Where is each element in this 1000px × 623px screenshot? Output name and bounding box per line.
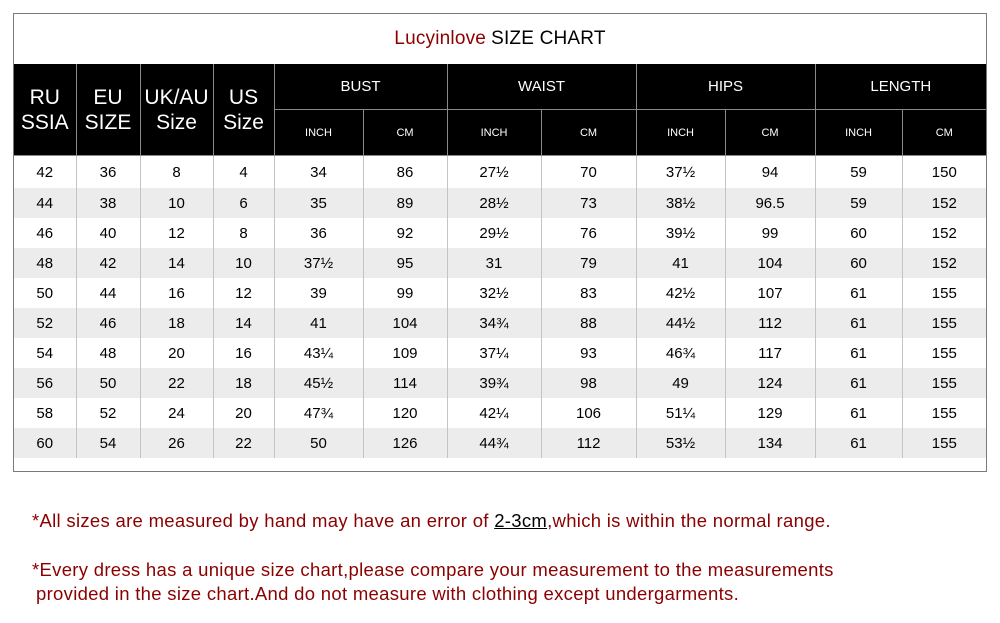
table-row (14, 188, 986, 218)
table-cell: 4 (213, 156, 274, 189)
header-russia: RU SSIA (14, 64, 76, 156)
table-cell: 152 (931, 224, 957, 242)
table-cell: 107 (725, 278, 815, 308)
table-cell: 39¾ (447, 368, 541, 398)
table-cell: 41 (636, 248, 725, 278)
table-cell: 37½ (636, 156, 725, 189)
table-cell: 155 (931, 344, 957, 362)
table-cell: 34 (274, 156, 363, 189)
table-cell: 36 (76, 156, 140, 189)
header-hips: HIPS (636, 64, 815, 110)
size-table-body (14, 156, 986, 459)
table-cell: 112 (725, 308, 815, 338)
table-cell: 45½ (274, 368, 363, 398)
unit-header: CM (541, 110, 636, 156)
table-cell: 50 (14, 278, 76, 308)
table-cell: 36 (274, 218, 363, 248)
table-cell: 52 (14, 308, 76, 338)
table-cell: 61 (815, 398, 902, 428)
table-cell: 155 (902, 308, 986, 338)
table-cell: 39½ (636, 218, 725, 248)
table-cell: 27½ (447, 156, 541, 189)
table-cell: 44 (76, 278, 140, 308)
table-cell: 99 (363, 278, 447, 308)
table-cell: 117 (725, 338, 815, 368)
table-cell: 42 (14, 156, 76, 189)
table-cell: 28½ (447, 188, 541, 218)
table-row (14, 156, 986, 189)
unit-header: INCH (636, 110, 725, 156)
table-cell: 46¾ (636, 338, 725, 368)
table-cell: 96.5 (725, 188, 815, 218)
table-cell: 150 (931, 163, 957, 181)
table-cell: 155 (931, 404, 957, 422)
table-cell: 79 (541, 248, 636, 278)
table-cell: 112 (541, 428, 636, 458)
table-cell: 54 (76, 428, 140, 458)
table-cell: 10 (140, 188, 213, 218)
table-cell: 70 (541, 156, 636, 189)
table-cell: 134 (725, 428, 815, 458)
table-cell: 61 (815, 338, 902, 368)
table-row (14, 398, 986, 428)
chart-title (14, 14, 986, 64)
table-cell: 76 (541, 218, 636, 248)
table-cell: 8 (213, 218, 274, 248)
table-cell: 44½ (636, 308, 725, 338)
table-cell: 31 (447, 248, 541, 278)
table-cell: 155 (902, 428, 986, 458)
table-cell: 16 (213, 338, 274, 368)
table-cell: 42¼ (447, 398, 541, 428)
table-cell: 104 (363, 308, 447, 338)
table-cell: 44 (14, 188, 76, 218)
table-cell: 14 (213, 308, 274, 338)
table-cell: 60 (815, 218, 902, 248)
table-cell: 8 (140, 156, 213, 189)
unit-header: CM (902, 110, 986, 156)
table-cell: 14 (140, 248, 213, 278)
size-table (14, 64, 986, 458)
table-cell: 50 (76, 368, 140, 398)
table-cell: 88 (541, 308, 636, 338)
table-cell: 61 (815, 278, 902, 308)
table-cell: 38 (76, 188, 140, 218)
table-cell: 59 (815, 156, 902, 189)
table-cell: 106 (541, 398, 636, 428)
table-cell: 53½ (636, 428, 725, 458)
table-cell: 42½ (636, 278, 725, 308)
table-cell: 12 (213, 278, 274, 308)
table-cell: 126 (363, 428, 447, 458)
table-cell: 61 (815, 368, 902, 398)
table-cell: 48 (76, 338, 140, 368)
table-cell: 155 (902, 368, 986, 398)
table-cell: 20 (213, 398, 274, 428)
error-range: 2-3cm (494, 510, 548, 531)
table-cell: 41 (274, 308, 363, 338)
header-us: US Size (213, 64, 274, 156)
table-row (14, 338, 986, 368)
table-row (14, 368, 986, 398)
table-cell: 124 (725, 368, 815, 398)
table-cell: 83 (541, 278, 636, 308)
table-row (14, 428, 986, 458)
header-eu: EU SIZE (76, 64, 140, 156)
table-cell: 12 (140, 218, 213, 248)
header-uk-au: UK/AU Size (140, 64, 213, 156)
table-cell: 92 (363, 218, 447, 248)
table-cell: 6 (213, 188, 274, 218)
table-cell: 40 (76, 218, 140, 248)
table-cell: 34¾ (447, 308, 541, 338)
table-cell: 49 (636, 368, 725, 398)
table-cell: 35 (274, 188, 363, 218)
table-cell: 52 (76, 398, 140, 428)
table-cell: 109 (363, 338, 447, 368)
table-cell: 98 (541, 368, 636, 398)
table-cell: 93 (541, 338, 636, 368)
table-cell: 89 (363, 188, 447, 218)
table-cell: 51¼ (636, 398, 725, 428)
chart-title-text: SIZE CHART (491, 28, 606, 49)
table-cell: 26 (140, 428, 213, 458)
table-cell: 38½ (636, 188, 725, 218)
table-cell: 86 (363, 156, 447, 189)
size-chart (13, 13, 987, 472)
table-cell: 114 (363, 368, 447, 398)
table-cell: 42 (76, 248, 140, 278)
table-cell: 32½ (447, 278, 541, 308)
unit-header: CM (725, 110, 815, 156)
header-bust: BUST (274, 64, 447, 110)
table-row (14, 308, 986, 338)
note-unique-size-chart: *Every dress has a unique size chart,please compare your measurement to the measurements provided in the size chart.And do not measure with clothing except undergarments. (32, 559, 834, 604)
unit-header: INCH (447, 110, 541, 156)
table-cell: 43¼ (274, 338, 363, 368)
table-cell: 46 (76, 308, 140, 338)
table-cell: 24 (140, 398, 213, 428)
table-cell: 152 (902, 248, 986, 278)
table-cell: 48 (14, 248, 76, 278)
table-cell: 56 (14, 368, 76, 398)
table-cell: 47¾ (274, 398, 363, 428)
unit-header: INCH (815, 110, 902, 156)
table-cell: 104 (725, 248, 815, 278)
table-cell: 37½ (274, 248, 363, 278)
table-cell: 61 (815, 308, 902, 338)
table-cell: 94 (725, 156, 815, 189)
table-cell: 61 (815, 428, 902, 458)
table-cell: 95 (363, 248, 447, 278)
table-cell: 37¼ (447, 338, 541, 368)
table-cell: 29½ (447, 218, 541, 248)
table-cell: 46 (14, 218, 76, 248)
table-cell: 10 (213, 248, 274, 278)
unit-header: CM (363, 110, 447, 156)
table-cell: 18 (213, 368, 274, 398)
table-cell: 54 (14, 338, 76, 368)
brand-name: Lucyinlove (394, 28, 487, 49)
table-row (14, 248, 986, 278)
table-cell: 73 (541, 188, 636, 218)
header-length: LENGTH (815, 64, 986, 110)
table-cell: 16 (140, 278, 213, 308)
table-row (14, 218, 986, 248)
table-cell: 44¾ (447, 428, 541, 458)
table-cell: 59 (815, 188, 902, 218)
table-cell: 22 (213, 428, 274, 458)
table-cell: 120 (363, 398, 447, 428)
table-cell: 50 (274, 428, 363, 458)
table-cell: 99 (725, 218, 815, 248)
table-cell: 20 (140, 338, 213, 368)
table-cell: 58 (14, 398, 76, 428)
table-cell: 22 (140, 368, 213, 398)
table-cell: 60 (815, 248, 902, 278)
table-row (14, 278, 986, 308)
note-measurement-error: *All sizes are measured by hand may have an error of 2-3cm,which is within the normal range. (32, 510, 831, 531)
header-waist: WAIST (447, 64, 636, 110)
table-cell: 39 (274, 278, 363, 308)
table-cell: 129 (725, 398, 815, 428)
table-cell: 155 (931, 284, 957, 302)
table-cell: 18 (140, 308, 213, 338)
table-cell: 60 (14, 428, 76, 458)
unit-header: INCH (274, 110, 363, 156)
table-cell: 152 (902, 188, 986, 218)
